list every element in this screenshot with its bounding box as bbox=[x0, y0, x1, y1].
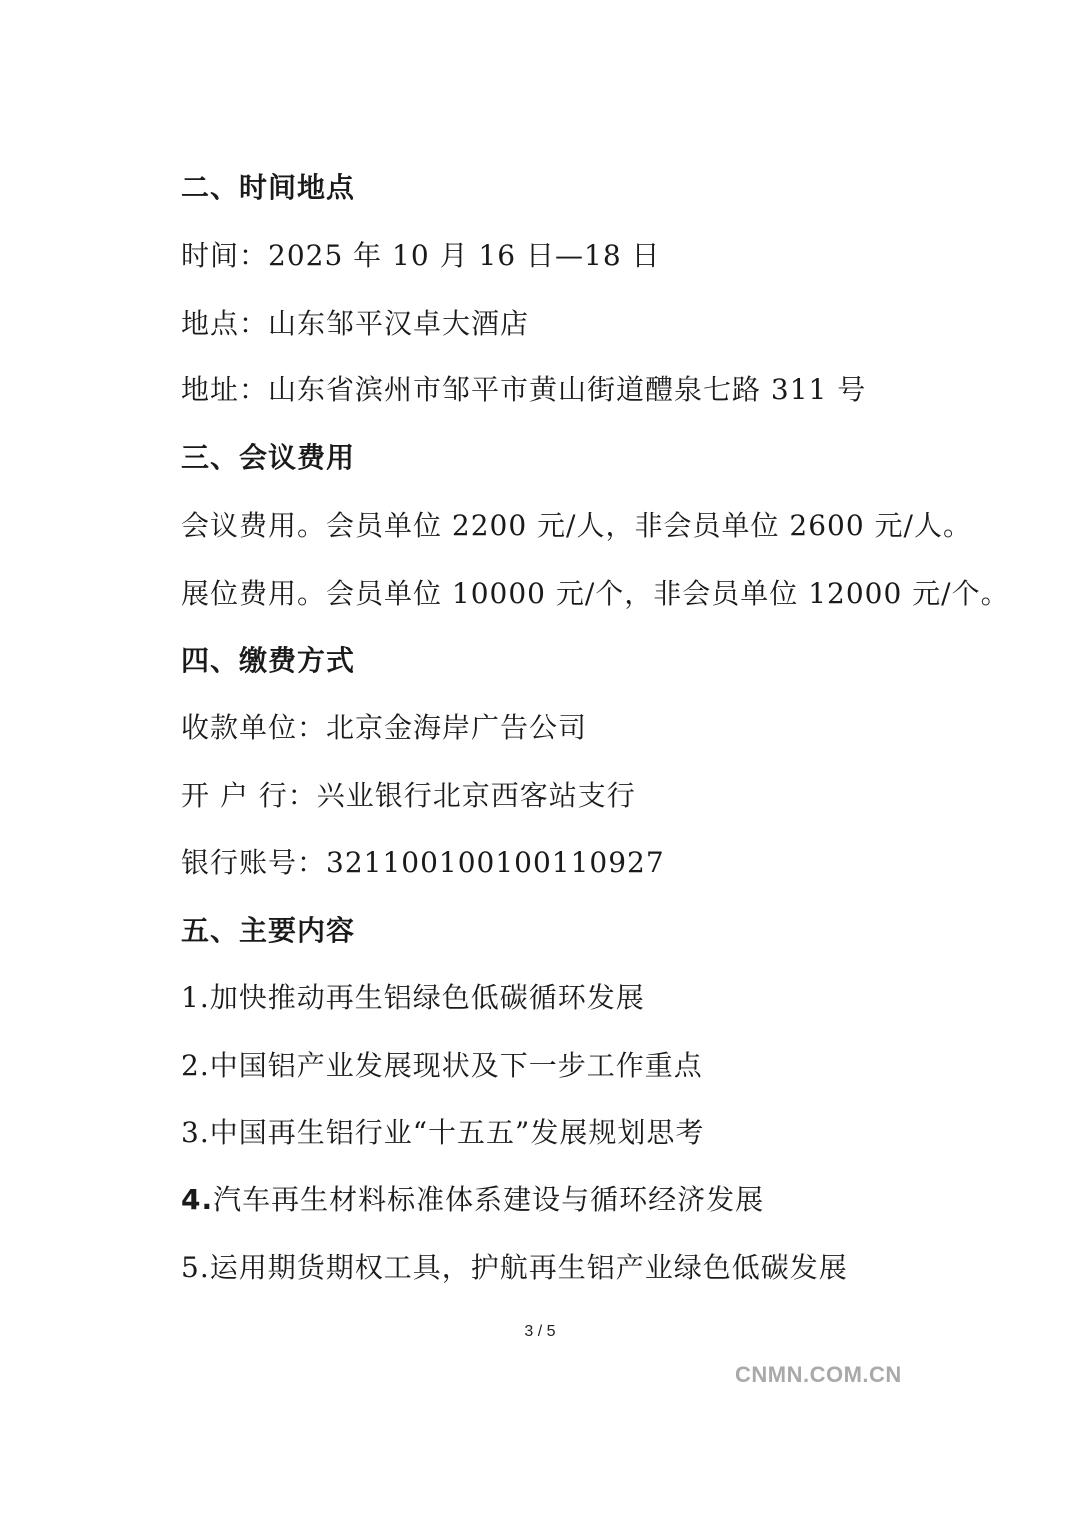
place-line: 地点：山东邹平汉卓大酒店 bbox=[181, 307, 530, 340]
content-item-4 bbox=[181, 1180, 764, 1220]
section-heading-content: 五、主要内容 bbox=[181, 914, 356, 947]
booth-fee-line: 展位费用。会员单位 10000 元/个，非会员单位 12000 元/个。 bbox=[181, 577, 1010, 610]
meeting-fee-line: 会议费用。会员单位 2200 元/人，非会员单位 2600 元/人。 bbox=[181, 509, 972, 542]
content-item-2: 2.中国铝产业发展现状及下一步工作重点 bbox=[181, 1049, 703, 1082]
content-item-5: 5.运用期货期权工具，护航再生铝产业绿色低碳发展 bbox=[181, 1251, 848, 1284]
section-heading-payment: 四、缴费方式 bbox=[181, 644, 356, 677]
section-heading-time-place: 二、时间地点 bbox=[181, 171, 356, 204]
payee-line: 收款单位：北京金海岸广告公司 bbox=[181, 711, 588, 744]
content-item-4-text: 汽车再生材料标准体系建设与循环经济发展 bbox=[213, 1183, 765, 1216]
page-number: 3 / 5 bbox=[524, 1323, 556, 1340]
site-watermark: CNMN.COM.CN bbox=[735, 1362, 902, 1387]
account-line: 银行账号：321100100100110927 bbox=[181, 846, 665, 879]
content-item-1: 1.加快推动再生铝绿色低碳循环发展 bbox=[181, 981, 645, 1014]
content-item-3: 3.中国再生铝行业“十五五”发展规划思考 bbox=[181, 1116, 705, 1149]
address-line: 地址：山东省滨州市邹平市黄山街道醴泉七路 311 号 bbox=[181, 373, 867, 406]
section-heading-fees: 三、会议费用 bbox=[181, 441, 356, 474]
bank-line: 开 户 行：兴业银行北京西客站支行 bbox=[181, 779, 636, 812]
content-item-4-number: 4. bbox=[181, 1183, 214, 1216]
time-line: 时间：2025 年 10 月 16 日—18 日 bbox=[181, 239, 661, 272]
